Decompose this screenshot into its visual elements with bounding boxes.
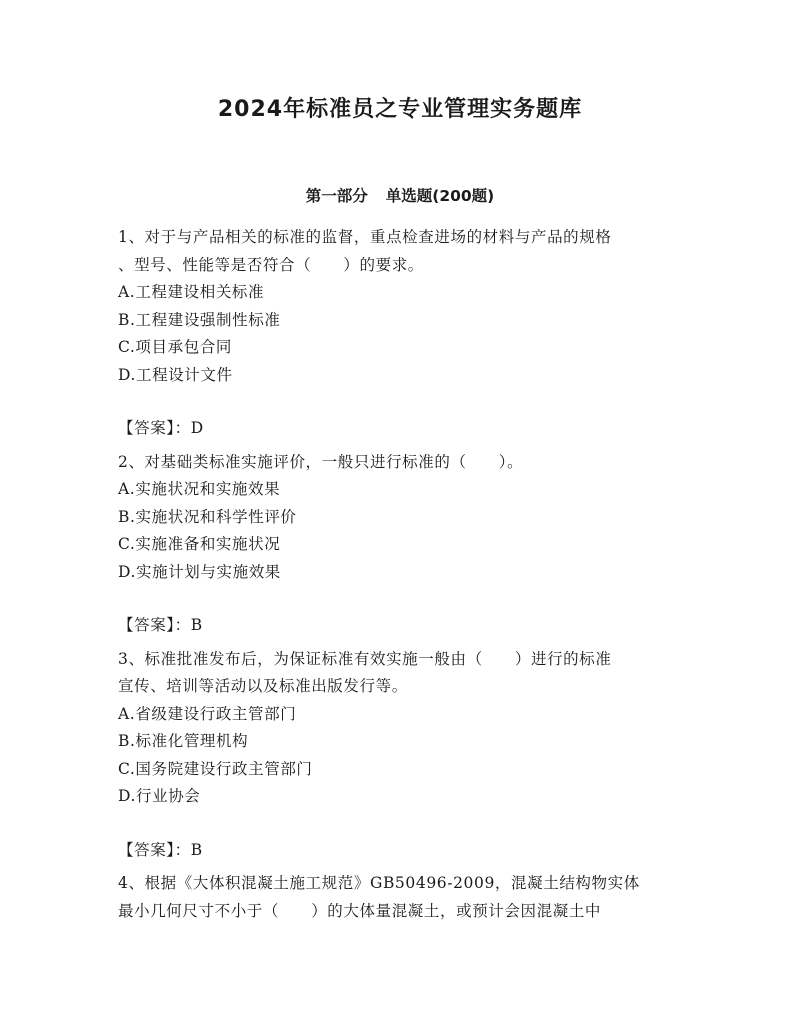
question-2 — [118, 449, 682, 640]
question-stem-line: 1、对于与产品相关的标准的监督，重点检查进场的材料与产品的规格 — [118, 228, 612, 246]
question-4 — [118, 870, 682, 925]
question-stem-line: 4、根据《大体积混凝土施工规范》GB50496-2009，混凝土结构物实体 — [118, 874, 640, 892]
section-heading — [0, 184, 800, 206]
option-d: D.实施计划与实施效果 — [118, 562, 281, 581]
option-b: B.标准化管理机构 — [118, 732, 249, 750]
option-d: D.行业协会 — [118, 787, 201, 805]
question-list — [118, 224, 682, 925]
option-a: A.省级建设行政主管部门 — [118, 704, 297, 723]
option-c: C.实施准备和实施状况 — [118, 535, 281, 553]
question-stem-line: 2、对基础类标准实施评价，一般只进行标准的（ ）。 — [118, 452, 524, 471]
option-b: B.实施状况和科学性评价 — [118, 507, 297, 526]
answer-line: 【答案】：B — [118, 840, 203, 859]
question-stem-line: 宣传、培训等活动以及标准出版发行等。 — [118, 677, 408, 695]
question-3 — [118, 646, 682, 865]
question-stem-line: 3、标准批准发布后，为保证标准有效实施一般由（ ）进行的标准 — [118, 649, 612, 668]
question-stem-line: 最小几何尺寸不小于（ ）的大体量混凝土，或预计会因混凝土中 — [118, 901, 602, 920]
option-c: C.国务院建设行政主管部门 — [118, 759, 313, 778]
answer-line: 【答案】：B — [118, 616, 203, 634]
answer-line: 【答案】：D — [118, 419, 204, 437]
option-a: A.工程建设相关标准 — [118, 283, 265, 301]
document-title: 2024年标准员之专业管理实务题库 — [217, 97, 583, 122]
option-c: C.项目承包合同 — [118, 338, 233, 356]
question-1 — [118, 224, 682, 443]
question-stem-line: 、型号、性能等是否符合（ ）的要求。 — [118, 255, 424, 274]
section-type: 单选题(200题) — [385, 187, 495, 205]
option-b: B.工程建设强制性标准 — [118, 310, 281, 329]
option-d: D.工程设计文件 — [118, 365, 233, 384]
option-a: A.实施状况和实施效果 — [118, 480, 281, 498]
section-name: 第一部分 — [305, 187, 368, 205]
